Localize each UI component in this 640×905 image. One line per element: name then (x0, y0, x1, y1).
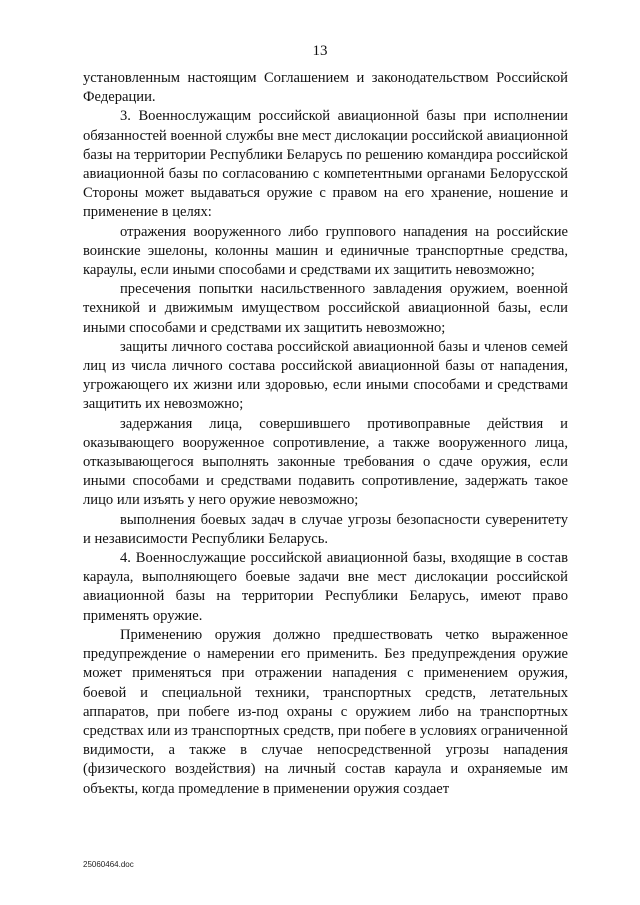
document-body (83, 69, 568, 799)
paragraph-purpose-detain-person: задержания лица, совершившего противоправные действия и оказывающего вооруженное сопротивление, а также вооруженного лица, отказывающегося выполнять законные требования о сдаче оружия, если иными способами и средствами подавить сопротивление, задержать такое лицо или изъять у него оружие невозможно; (83, 415, 568, 509)
paragraph-purpose-prevent-seizure: пресечения попытки насильственного завладения оружием, военной техникой и движимым имуществом российской авиационной базы, если иными способами и средствами их защитить невозможно; (83, 281, 568, 336)
paragraph-continuation: установленным настоящим Соглашением и законодательством Российской Федерации. (83, 70, 568, 106)
paragraph-clause-4: 4. Военнослужащие российской авиационной базы, входящие в состав караула, выполняющего боевые задачи вне мест дислокации российской авиационной базы на территории Республики Беларусь, имеют право применять оружие. (83, 550, 568, 624)
footer-document-code: 25060464.doc (83, 860, 134, 869)
paragraph-purpose-protect-personnel: защиты личного состава российской авиационной базы и членов семей лиц из числа личного состава российской авиационной базы от нападения, угрожающего их жизни или здоровью, если иными способами и средствами защитить их невозможно; (83, 338, 568, 413)
paragraph-purpose-combat-tasks: выполнения боевых задач в случае угрозы безопасности суверенитету и независимости Республики Беларусь. (83, 511, 568, 547)
paragraph-warning-rules: Применению оружия должно предшествовать четко выраженное предупреждение о намерении его применить. Без предупреждения оружие может применяться при отражении нападения с применением оружия, боевой и специальной техники, транспортных средств, летательных аппаратов, при побеге из-под охраны с оружием либо на транспортных средствах или из транспортных средств, при побеге в условиях ограниченной видимости, а также в случае непосредственной угрозы нападения (физического воздействия) на личный состав караула и охраняемые им объекты, когда промедление в применении оружия создает (83, 626, 568, 797)
page-number: 13 (312, 43, 328, 59)
paragraph-purpose-repel-attack: отражения вооруженного либо группового нападения на российские воинские эшелоны, колонны машин и единичные транспортные средства, караулы, если иными способами и средствами их защитить невозможно; (83, 223, 568, 279)
paragraph-clause-3: 3. Военнослужащим российской авиационной базы при исполнении обязанностей военной службы вне мест дислокации российской авиационной базы на территории Республики Беларусь по решению командира российской авиационной базы по согласованию с компетентными органами Белорусской Стороны может выдаваться оружие с правом на его хранение, ношение и применение в целях: (83, 108, 568, 221)
